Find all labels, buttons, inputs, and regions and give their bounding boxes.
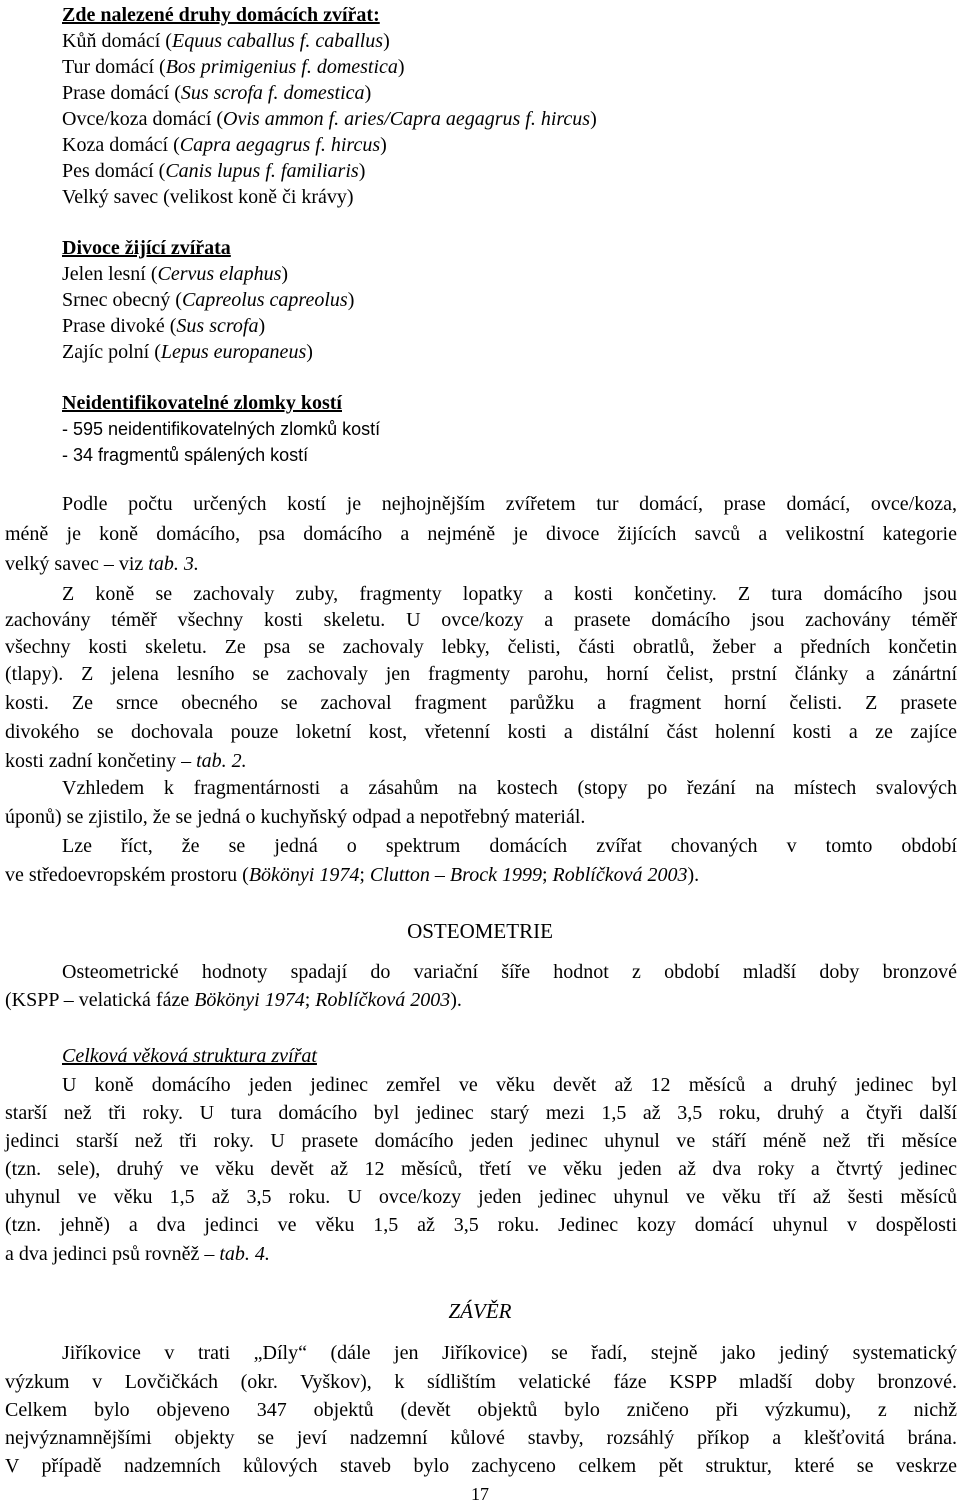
paragraph-line: Lze říct, že se jedná o spektrum domácích zvířat chovaných v tomto období — [62, 835, 957, 857]
paragraph-line: divokého se dochovala pouze loketní kost, vřetenní kosti a distální část holenní kosti a ze zajíce — [5, 721, 957, 743]
paragraph-line: výzkum v Lovčičkách (okr. Vyškov), k sídlištím velatické fáze KSPP mladší doby bronzové. — [5, 1371, 957, 1393]
section-title-zaver: ZÁVĚR — [448, 1299, 512, 1323]
paragraph-line: úponů) se zjistilo, že se jedná o kuchyňský odpad a nepotřebný materiál. — [5, 806, 586, 828]
unidentified-heading: Neidentifikovatelné zlomky kostí — [62, 392, 342, 414]
list-item: Jelen lesní (Cervus elaphus) — [62, 263, 289, 285]
list-item: Koza domácí (Capra aegagrus f. hircus) — [62, 134, 387, 156]
paragraph-line: Podle počtu určených kostí je nejhojnějším zvířetem tur domácí, prase domácí, ovce/koza, — [62, 493, 957, 515]
list-item: Prase domácí (Sus scrofa f. domestica) — [62, 82, 372, 104]
list-item: Ovce/koza domácí (Ovis ammon f. aries/Capra aegagrus f. hircus) — [62, 108, 597, 130]
list-item: - 34 fragmentů spálených kostí — [62, 445, 309, 465]
wild-heading: Divoce žijící zvířata — [62, 237, 231, 259]
paragraph-line: Vzhledem k fragmentárnosti a zásahům na kostech (stopy po řezání na místech svalových — [62, 777, 957, 799]
section-title-osteometrie: OSTEOMETRIE — [407, 919, 553, 943]
paragraph-line: Z koně se zachovaly zuby, fragmenty lopatky a kosti končetiny. Z tura domácího jsou — [62, 583, 957, 605]
list-item: Srnec obecný (Capreolus capreolus) — [62, 289, 355, 311]
paragraph-line: nejvýznamnějšími objekty se jeví nadzemní kůlové stavby, rozsáhlý příkop a klešťovitá brána. — [5, 1427, 957, 1449]
paragraph-line: méně je koně domácího, psa domácího a nejméně je divoce žijících savců a velikostní kategorie — [5, 523, 957, 545]
paragraph-line: zachovány téměř všechny kosti skeletu. U ovce/kozy a prasete domácího jsou zachovány téměř — [5, 609, 957, 631]
paragraph-line: všechny kosti skeletu. Ze psa se zachovaly lebky, čelisti, části obratlů, žeber a předních končetin — [5, 636, 957, 658]
list-item: - 595 neidentifikovatelných zlomků kostí — [62, 419, 381, 439]
paragraph-line: (KSPP – velatická fáze Bökönyi 1974; Roblíčková 2003). — [5, 989, 462, 1011]
paragraph-line: (tzn. jehně) a dva jedinci ve věku 1,5 až 3,5 roku. Jedinec kozy domácí uhynul v dospělosti — [5, 1214, 957, 1236]
paragraph-line: Osteometrické hodnoty spadají do variační šíře hodnot z období mladší doby bronzové — [62, 961, 957, 983]
domestic-heading: Zde nalezené druhy domácích zvířat: — [62, 4, 380, 26]
paragraph-line: velký savec – viz tab. 3. — [5, 553, 199, 575]
paragraph-line: U koně domácího jeden jedinec zemřel ve věku devět až 12 měsíců a druhý jedinec byl — [62, 1074, 957, 1096]
paragraph-line: jedinci starší než tři roky. U prasete domácího jeden jedinec uhynul ve stáří méně než tři měsíce — [5, 1130, 957, 1152]
paragraph-line: uhynul ve věku 1,5 až 3,5 roku. U ovce/kozy jeden jedinec uhynul ve věku tří až šesti měsíců — [5, 1186, 957, 1208]
paragraph-line: a dva jedinci psů rovněž – tab. 4. — [5, 1243, 270, 1265]
list-item: Tur domácí (Bos primigenius f. domestica) — [62, 56, 405, 78]
list-item: Zajíc polní (Lepus europaneus) — [62, 341, 313, 363]
paragraph-line: kosti. Ze srnce obecného se zachoval fragment parůžku a fragment horní čelisti. Z prasete — [5, 692, 957, 714]
list-item: Prase divoké (Sus scrofa) — [62, 315, 266, 337]
age-heading: Celková věková struktura zvířat — [62, 1045, 317, 1067]
list-item: Kůň domácí (Equus caballus f. caballus) — [62, 30, 390, 52]
list-item: Velký savec (velikost koně či krávy) — [62, 186, 354, 208]
paragraph-line: ve středoevropském prostoru (Bökönyi 1974; Clutton – Brock 1999; Roblíčková 2003). — [5, 864, 700, 886]
paragraph-line: kosti zadní končetiny – tab. 2. — [5, 750, 247, 772]
list-item: Pes domácí (Canis lupus f. familiaris) — [62, 160, 366, 182]
paragraph-line: (tzn. sele), druhý ve věku devět až 12 měsíců, třetí ve věku jeden až dva roky a čtvrtý jedinec — [5, 1158, 957, 1180]
page-number: 17 — [471, 1484, 489, 1504]
paragraph-line: (tlapy). Z jelena lesního se zachovaly jen fragmenty parohu, horní čelist, prstní články a zánártní — [5, 663, 957, 685]
paragraph-line: Jiříkovice v trati „Díly“ (dále jen Jiříkovice) se řadí, stejně jako jediný systematický — [62, 1342, 957, 1364]
paragraph-line: V případě nadzemních kůlových staveb bylo zachyceno celkem pět struktur, které se veskrze — [5, 1455, 957, 1477]
paragraph-line: starší než tři roky. U tura domácího byl jedinec starý mezi 1,5 až 3,5 roku, druhý a čtyři další — [5, 1102, 957, 1124]
paragraph-line: Celkem bylo objeveno 347 objektů (devět objektů bylo zničeno při výzkumu), z nichž — [5, 1399, 957, 1421]
